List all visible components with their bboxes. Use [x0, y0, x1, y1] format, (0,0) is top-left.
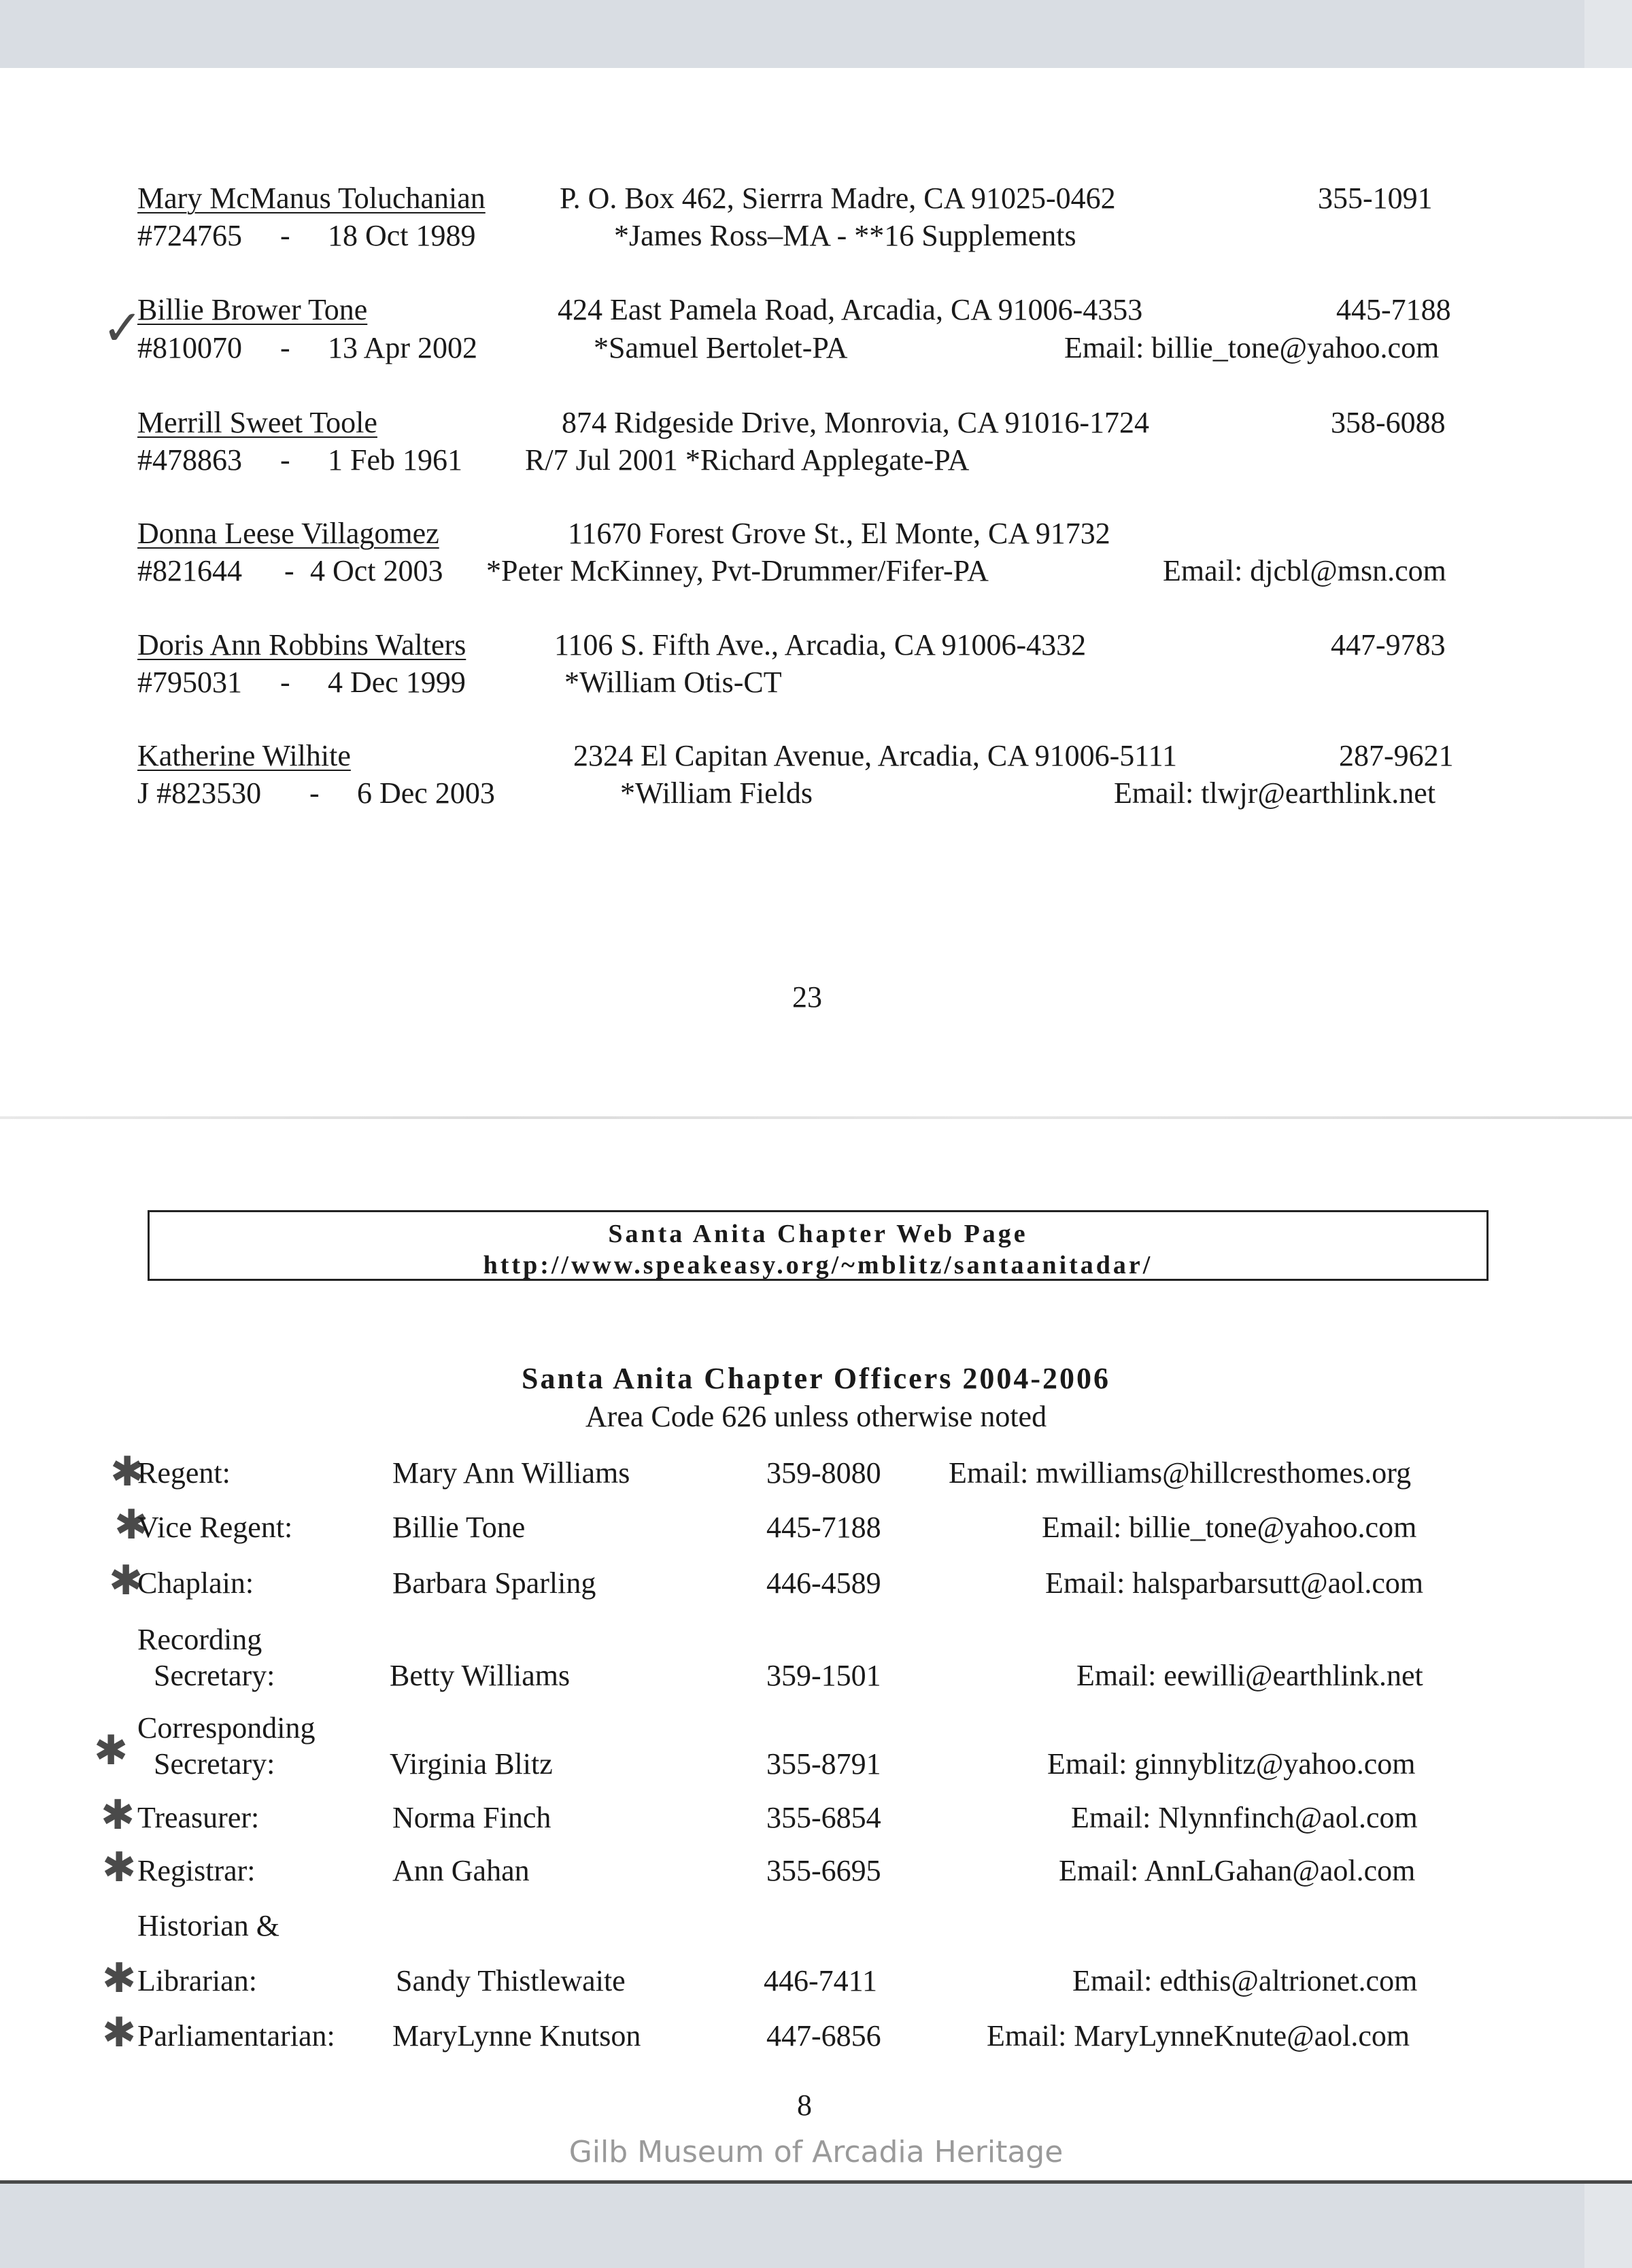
officer-email: Email: halsparbarsutt@aol.com [1045, 1566, 1424, 1600]
member-ancestor: R/7 Jul 2001 *Richard Applegate-PA [525, 443, 970, 477]
member-ancestor: *Samuel Bertolet-PA [594, 331, 848, 364]
member-address: P. O. Box 462, Sierrra Madre, CA 91025-0462 [560, 182, 1116, 215]
officer-name: Mary Ann Williams [392, 1456, 630, 1490]
officer-name: Sandy Thistlewaite [396, 1964, 626, 1997]
officer-role: Secretary: [154, 1659, 275, 1692]
web-page-title: Santa Anita Chapter Web Page [608, 1220, 1028, 1248]
officer-phone: 447-6856 [766, 2019, 881, 2052]
cross-mark-icon: ✱ [110, 1448, 145, 1496]
member-address: 424 East Pamela Road, Arcadia, CA 91006-4353 [558, 293, 1143, 326]
member-name: Katherine Wilhite [137, 739, 351, 772]
member-number: #478863 [137, 443, 242, 477]
web-page-url[interactable]: http://www.speakeasy.org/~mblitz/santaanitadar/ [483, 1251, 1153, 1279]
member-number: J #823530 [137, 776, 262, 810]
officer-name: Virginia Blitz [390, 1747, 553, 1781]
officer-name: MaryLynne Knutson [392, 2019, 641, 2052]
page-number-bottom: 8 [797, 2089, 812, 2122]
officer-phone: 446-4589 [766, 1566, 881, 1600]
member-date: 13 Apr 2002 [328, 331, 477, 364]
member-email: Email: tlwjr@earthlink.net [1114, 776, 1436, 810]
dash: - [280, 219, 290, 252]
member-phone: 358-6088 [1331, 406, 1446, 439]
bottom-rule [0, 2180, 1632, 2184]
member-phone: 287-9621 [1339, 739, 1454, 772]
document-page [0, 68, 1632, 2184]
officer-phone: 445-7188 [766, 1511, 881, 1544]
officer-email: Email: mwilliams@hillcresthomes.org [949, 1456, 1412, 1490]
member-name: Doris Ann Robbins Walters [137, 628, 466, 662]
officer-email: Email: AnnLGahan@aol.com [1059, 1854, 1416, 1887]
officer-role: Vice Regent: [137, 1511, 293, 1544]
member-ancestor: *William Otis-CT [564, 666, 782, 699]
officer-phone: 446-7411 [764, 1964, 878, 1997]
officer-role: Registrar: [137, 1854, 256, 1887]
member-number: #724765 [137, 219, 242, 252]
page-number-top: 23 [792, 980, 822, 1014]
member-phone: 445-7188 [1336, 293, 1451, 326]
officer-role: Librarian: [137, 1964, 257, 1997]
cross-mark-icon: ✱ [94, 1727, 129, 1774]
officer-role-line1: Corresponding [137, 1711, 316, 1745]
member-ancestor: *Peter McKinney, Pvt-Drummer/Fifer-PA [486, 554, 989, 587]
cross-mark-icon: ✱ [102, 1844, 137, 1891]
member-address: 1106 S. Fifth Ave., Arcadia, CA 91006-4332 [554, 628, 1087, 662]
officer-phone: 359-1501 [766, 1659, 881, 1692]
officers-title: Santa Anita Chapter Officers 2004-2006 [521, 1362, 1111, 1395]
watermark: Gilb Museum of Arcadia Heritage [568, 2135, 1064, 2169]
dash: - [280, 666, 290, 699]
officer-name: Billie Tone [392, 1511, 526, 1544]
officer-name: Norma Finch [392, 1801, 551, 1834]
member-date: 4 Dec 1999 [328, 666, 466, 699]
member-phone: 355-1091 [1318, 182, 1433, 215]
member-ancestor: *James Ross–MA - **16 Supplements [614, 219, 1076, 252]
officer-email: Email: MaryLynneKnute@aol.com [987, 2019, 1410, 2052]
member-ancestor: *William Fields [620, 776, 813, 810]
dash: - [280, 443, 290, 477]
member-phone: 447-9783 [1331, 628, 1446, 662]
officer-email: Email: ginnyblitz@yahoo.com [1047, 1747, 1416, 1781]
officer-name: Ann Gahan [392, 1854, 530, 1887]
member-address: 11670 Forest Grove St., El Monte, CA 91732 [568, 517, 1110, 550]
dash: - [280, 331, 290, 364]
member-name: Merrill Sweet Toole [137, 406, 377, 439]
cross-mark-icon: ✱ [109, 1557, 143, 1604]
officer-role: Treasurer: [137, 1801, 260, 1834]
officer-email: Email: billie_tone@yahoo.com [1042, 1511, 1417, 1544]
officer-email: Email: edthis@altrionet.com [1072, 1964, 1418, 1997]
member-date: 6 Dec 2003 [357, 776, 495, 810]
officer-phone: 355-6695 [766, 1854, 881, 1887]
web-page-box [148, 1210, 1489, 1281]
officer-email: Email: eewilli@earthlink.net [1076, 1659, 1423, 1692]
officer-role: Regent: [137, 1456, 231, 1490]
member-address: 874 Ridgeside Drive, Monrovia, CA 91016-1724 [562, 406, 1150, 439]
member-name: Billie Brower Tone [137, 293, 368, 326]
officer-role-line1: Recording [137, 1623, 262, 1656]
dash: - [284, 554, 294, 587]
cross-mark-icon: ✱ [102, 1955, 137, 2002]
member-number: #795031 [137, 666, 242, 699]
member-address: 2324 El Capitan Avenue, Arcadia, CA 91006-5111 [573, 739, 1177, 772]
cross-mark-icon: ✱ [101, 1791, 135, 1839]
officer-phone: 359-8080 [766, 1456, 881, 1490]
member-email: Email: djcbl@msn.com [1163, 554, 1446, 587]
officer-role-line1: Historian & [137, 1909, 279, 1942]
officer-phone: 355-8791 [766, 1747, 881, 1781]
member-date: 1 Feb 1961 [328, 443, 462, 477]
member-email: Email: billie_tone@yahoo.com [1064, 331, 1440, 364]
checkmark-icon: ✓ [102, 299, 143, 356]
member-number: #810070 [137, 331, 242, 364]
officer-email: Email: Nlynnfinch@aol.com [1071, 1801, 1418, 1834]
officers-subtitle: Area Code 626 unless otherwise noted [585, 1400, 1047, 1433]
cross-mark-icon: ✱ [114, 1501, 149, 1549]
officer-role: Secretary: [154, 1747, 275, 1781]
page-fold [0, 1116, 1632, 1119]
member-date: 18 Oct 1989 [328, 219, 476, 252]
officer-name: Barbara Sparling [392, 1566, 596, 1600]
officer-role: Parliamentarian: [137, 2019, 335, 2052]
member-number: #821644 [137, 554, 242, 587]
member-name: Donna Leese Villagomez [137, 517, 439, 550]
member-date: 4 Oct 2003 [310, 554, 443, 587]
member-name: Mary McManus Toluchanian [137, 182, 486, 215]
dash: - [309, 776, 320, 810]
officer-name: Betty Williams [390, 1659, 571, 1692]
officer-role: Chaplain: [137, 1566, 254, 1600]
cross-mark-icon: ✱ [102, 2009, 137, 2057]
officer-phone: 355-6854 [766, 1801, 881, 1834]
